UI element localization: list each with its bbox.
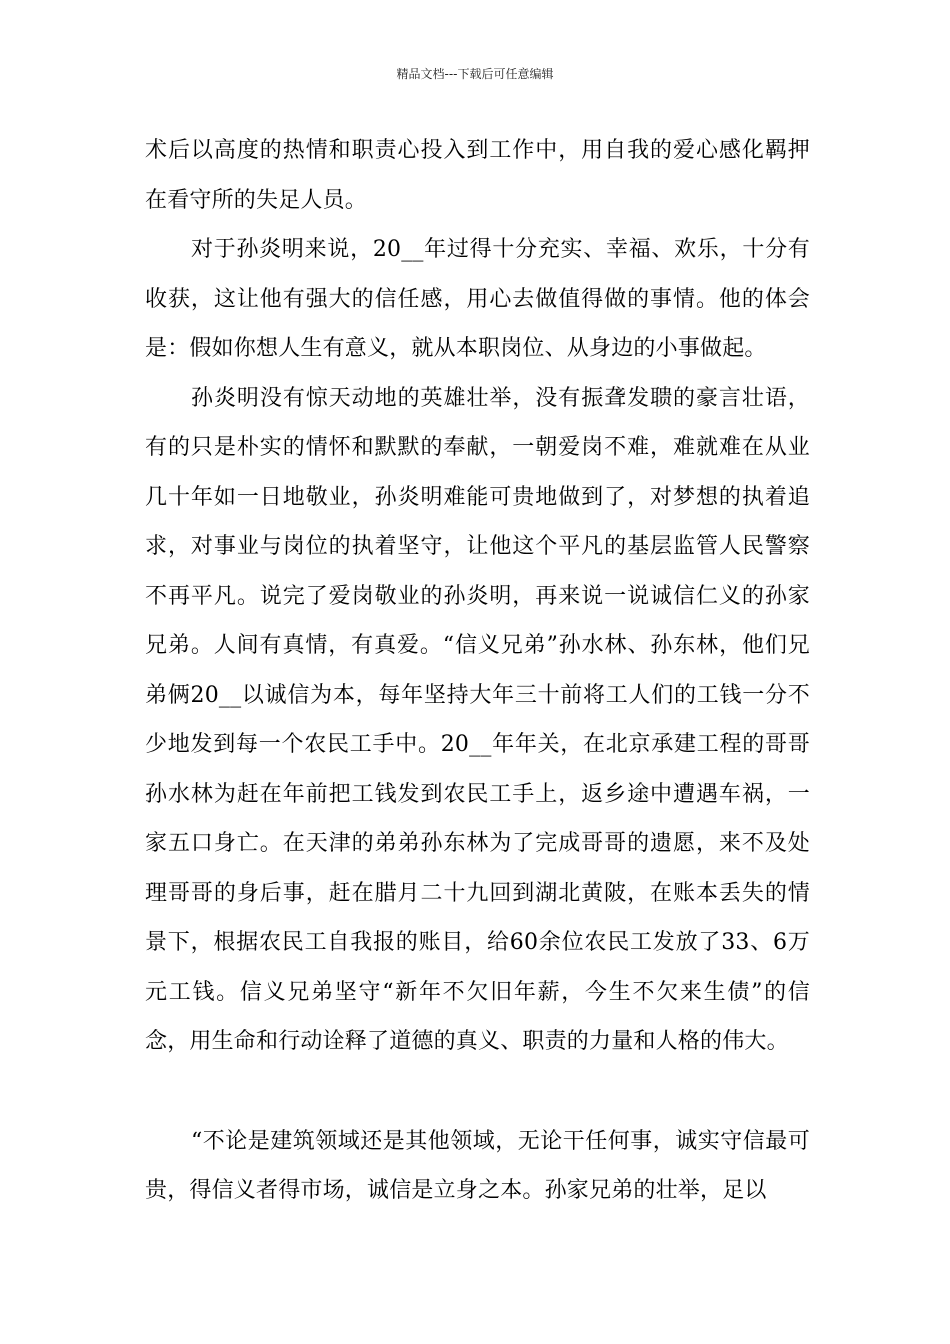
paragraph-1: 术后以高度的热情和职责心投入到工作中，用自我的爱心感化羁押在看守所的失足人员。 [145,138,810,213]
page-header: 精品文档---下载后可任意编辑 [396,67,554,81]
paragraph-4: “不论是建筑领域还是其他领域，无论干任何事，诚实守信最可贵，得信义者得市场，诚信是立身之本。孙家兄弟的壮举，足以 [145,1128,810,1203]
paragraph-2: 对于孙炎明来说，20__年过得十分充实、幸福、欢乐，十分有收获，这让他有强大的信任感，用心去做值得做的事情。他的体会是：假如你想人生有意义，就从本职岗位、从身边的小事做起。 [145,237,810,361]
paragraph-3: 孙炎明没有惊天动地的英雄壮举，没有振聋发聩的豪言壮语，有的只是朴实的情怀和默默的奉献，一朝爱岗不难，难就难在从业几十年如一日地敬业，孙炎明难能可贵地做到了，对梦想的执着追求，对事业与岗位的执着坚守，让他这个平凡的基层监管人民警察不再平凡。说完了爱岗敬业的孙炎明，再来说一说诚信仁义的孙家兄弟。人间有真情，有真爱。“信义兄弟”孙水林、孙东林，他们兄弟俩20__以诚信为本，每年坚持大年三十前将工人们的工钱一分不少地发到每一个农民工手中。20__年年关，在北京承建工程的哥哥孙水林为赶在年前把工钱发到农民工手上，返乡途中遭遇车祸，一家五口身亡。在天津的弟弟孙东林为了完成哥哥的遗愿，来不及处理哥哥的身后事，赶在腊月二十九回到湖北黄陂，在账本丢失的情景下，根据农民工自我报的账目，给60余位农民工发放了33、6万元工钱。信义兄弟坚守“新年不欠旧年薪，今生不欠来生债”的信念，用生命和行动诠释了道德的真义、职责的力量和人格的伟大。 [145,385,810,1054]
paragraph-gap [145,1067,810,1117]
document-body [145,126,810,1216]
